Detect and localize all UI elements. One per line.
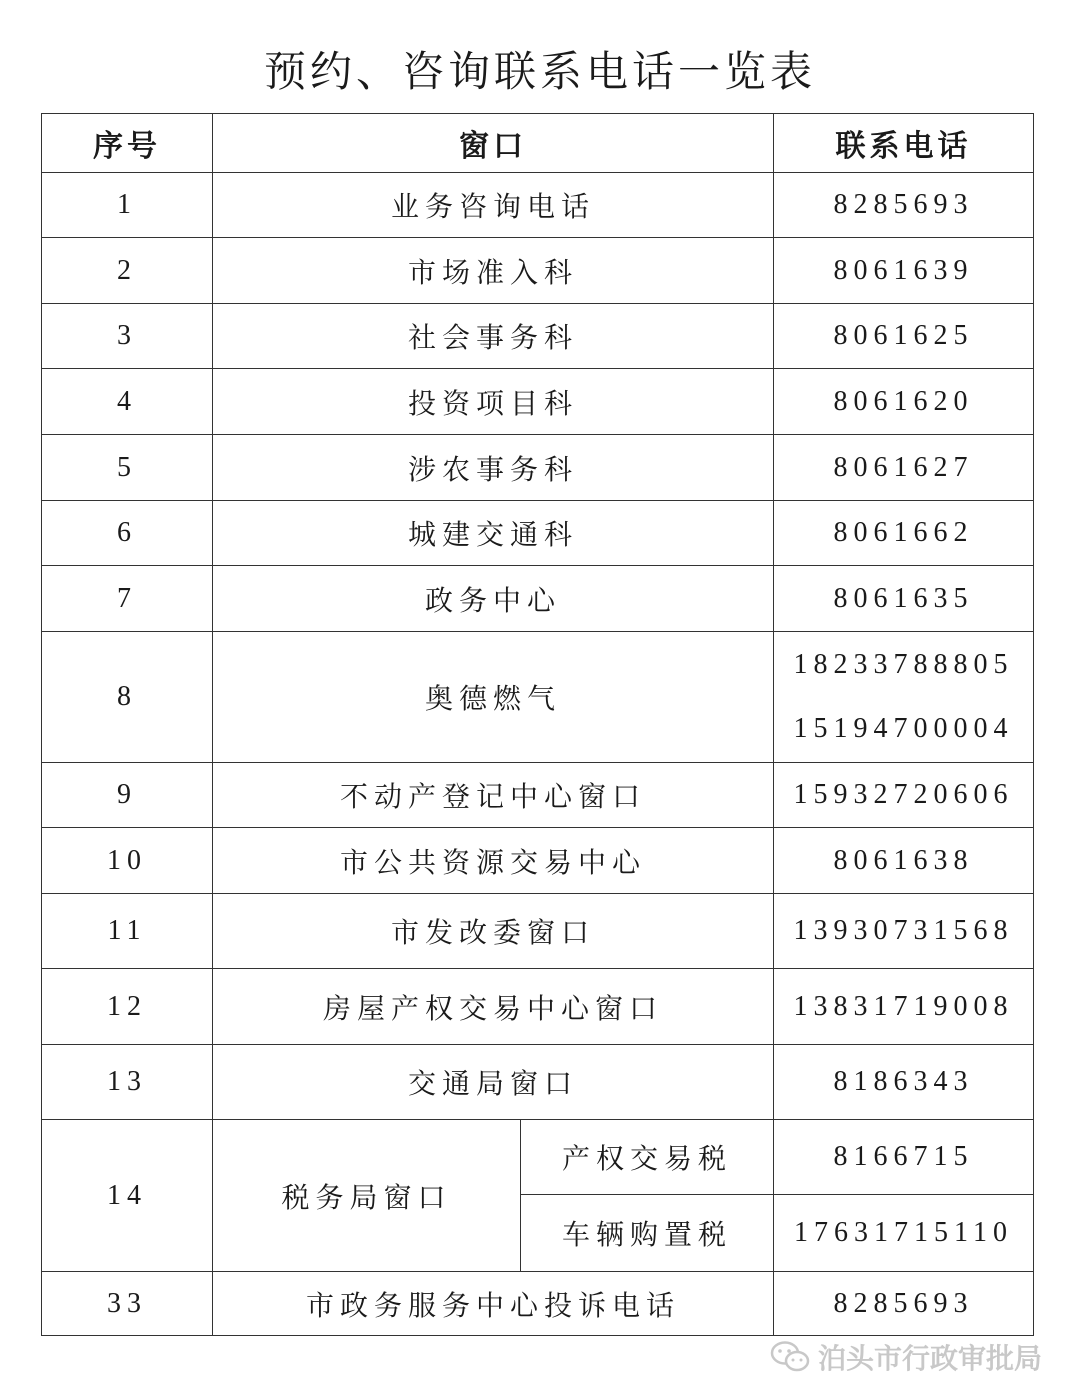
row-window: 房屋产权交易中心窗口: [213, 969, 774, 1045]
row-seq: 12: [42, 969, 213, 1045]
header-seq: 序号: [42, 114, 213, 173]
row-phone: [774, 632, 1034, 763]
row-window: 市场准入科: [213, 238, 774, 304]
row-seq: 6: [42, 501, 213, 566]
row-window: 社会事务科: [213, 304, 774, 369]
phone-number: 13930731568: [793, 915, 1014, 946]
row-phone: 8166715: [774, 1120, 1034, 1195]
row-phone: [774, 894, 1034, 969]
watermark: [770, 1337, 1042, 1377]
row-phone: [774, 566, 1034, 632]
table-row: [42, 369, 1034, 435]
row-seq: 33: [42, 1272, 213, 1336]
table-body: [42, 173, 1034, 1336]
table-row: [42, 566, 1034, 632]
phone-number: 8061639: [833, 254, 974, 286]
table-row: [42, 304, 1034, 369]
row-seq: 9: [42, 763, 213, 828]
phone-number: 8061625: [833, 320, 974, 351]
row-window: 市政务服务中心投诉电话: [213, 1272, 774, 1336]
phone-number: 8061638: [833, 844, 974, 876]
row-phone: [774, 304, 1034, 369]
row-seq: 5: [42, 435, 213, 501]
row-seq: 2: [42, 238, 213, 304]
row-window: 城建交通科: [213, 501, 774, 566]
row-window: 投资项目科: [213, 369, 774, 435]
table-row: [42, 1120, 1034, 1195]
page-title: 预约、咨询联系电话一览表: [263, 47, 816, 96]
phone-number: 15932720606: [793, 779, 1014, 810]
row-window: 不动产登记中心窗口: [213, 763, 774, 828]
phone-number: 8186343: [833, 1066, 974, 1097]
row-window: 交通局窗口: [213, 1045, 774, 1120]
row-seq: 14: [42, 1120, 213, 1272]
row-phone: 8285693: [774, 1272, 1034, 1336]
row-phone: [774, 969, 1034, 1045]
header-phone: 联系电话: [774, 114, 1034, 173]
row-window: 市发改委窗口: [213, 894, 774, 969]
table-row: [42, 435, 1034, 501]
phone-number: 8061635: [833, 582, 974, 614]
row-seq: 11: [42, 894, 213, 969]
row-window: 奥德燃气: [213, 632, 774, 763]
table-header-row: [42, 114, 1034, 173]
contact-table: [41, 113, 1034, 1336]
row-phone: [774, 173, 1034, 238]
table-row: [42, 828, 1034, 894]
sub-window: 产权交易税: [521, 1120, 774, 1195]
row-window: 税务局窗口: [213, 1120, 521, 1272]
row-seq: 3: [42, 304, 213, 369]
table-row: [42, 173, 1034, 238]
phone-number: 8061627: [833, 451, 974, 483]
watermark-text: 泊头市行政审批局: [817, 1342, 1042, 1375]
row-seq: 7: [42, 566, 213, 632]
row-phone: [774, 501, 1034, 566]
phone-number: 13831719008: [793, 990, 1014, 1022]
row-window: 政务中心: [213, 566, 774, 632]
row-phone: 17631715110: [774, 1195, 1034, 1272]
table-row: [42, 763, 1034, 828]
row-phone: [774, 238, 1034, 304]
table-row: [42, 1045, 1034, 1120]
row-phone: [774, 435, 1034, 501]
row-phone: [774, 763, 1034, 828]
row-phone: [774, 828, 1034, 894]
row-seq: 1: [42, 173, 213, 238]
phone-number: 8061620: [833, 385, 974, 417]
table-row: [42, 632, 1034, 763]
table-row: [42, 894, 1034, 969]
row-phone: [774, 369, 1034, 435]
phone-number: 15194700004: [793, 713, 1014, 744]
row-seq: 13: [42, 1045, 213, 1120]
row-phone: [774, 1045, 1034, 1120]
row-window: 涉农事务科: [213, 435, 774, 501]
sub-window: 车辆购置税: [521, 1195, 774, 1272]
row-seq: 10: [42, 828, 213, 894]
table-row: [42, 1272, 1034, 1336]
row-seq: 4: [42, 369, 213, 435]
row-seq: 8: [42, 632, 213, 763]
header-window: 窗口: [213, 114, 774, 173]
table-row: [42, 969, 1034, 1045]
table-row: [42, 238, 1034, 304]
row-window: 业务咨询电话: [213, 173, 774, 238]
phone-number: 8285693: [833, 189, 974, 220]
phone-number: 18233788805: [793, 649, 1014, 680]
phone-number: 8061662: [833, 517, 974, 548]
wechat-icon: [770, 1340, 810, 1374]
row-window: 市公共资源交易中心: [213, 828, 774, 894]
table-row: [42, 501, 1034, 566]
